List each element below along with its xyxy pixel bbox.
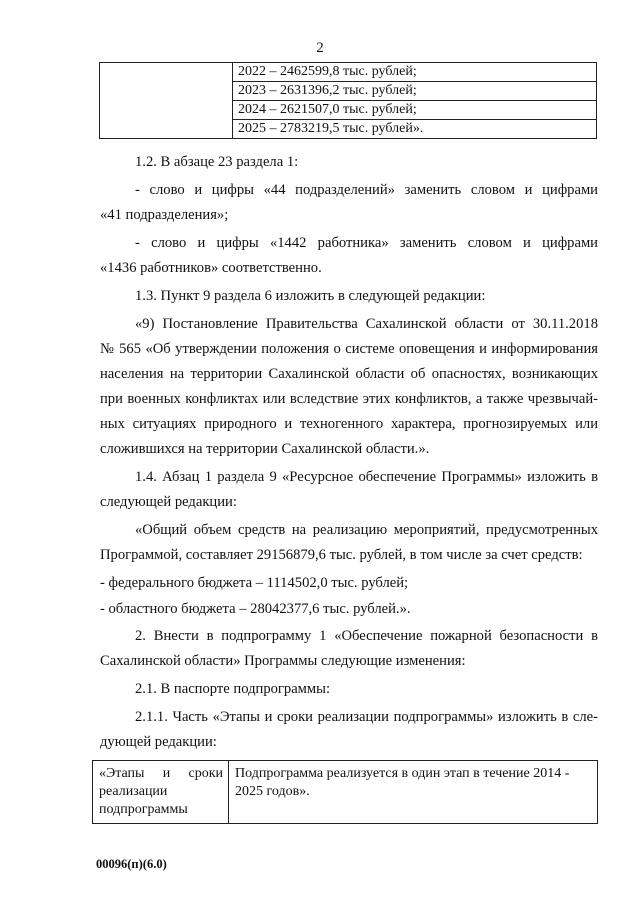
stages-label-line2: реализации [99, 784, 168, 799]
paragraph-federal-budget: - федерального бюджета – 1114502,0 тыс. рублей; [100, 575, 409, 591]
funding-line-2025: 2025 – 2783219,5 тыс. рублей». [238, 121, 424, 136]
page-number: 2 [316, 40, 324, 56]
paragraph-total-line1: «Общий объем средств на реализацию мероприятий, предусмотренных [135, 522, 598, 538]
paragraph-2-line1: 2. Внести в подпрограмму 1 «Обеспечение пожарной безопасности в [135, 628, 598, 644]
paragraph-word-1442-line1: - слово и цифры «1442 работника» заменить словом и цифрами [135, 235, 598, 251]
document-code: 00096(п)(6.0) [96, 857, 167, 871]
stages-label-cell [93, 761, 229, 824]
stages-label-line1: «Этапы и сроки [99, 766, 223, 781]
paragraph-1-2: 1.2. В абзаце 23 раздела 1: [135, 154, 299, 170]
stages-value-cell: Подпрограмма реализуется в один этап в течение 2014 - 2025 годов». [229, 761, 598, 824]
paragraph-regional-budget: - областного бюджета – 28042377,6 тыс. рублей.». [100, 601, 411, 617]
funding-table-label-cell [100, 63, 233, 139]
paragraph-word-44-line2: «41 подразделения»; [100, 207, 229, 223]
paragraph-1-4-line1: 1.4. Абзац 1 раздела 9 «Ресурсное обеспечение Программы» изложить в [135, 469, 598, 485]
funding-line-2022: 2022 – 2462599,8 тыс. рублей; [233, 63, 596, 82]
funding-line-2023: 2023 – 2631396,2 тыс. рублей; [233, 82, 596, 101]
stages-label-line3: подпрограммы [99, 802, 188, 817]
paragraph-item-9-line5: ных ситуациях природного и техногенного характера, прогнозируемых или [100, 416, 598, 432]
paragraph-item-9-line2: № 565 «Об утверждении положения о системе оповещения и информирования [100, 341, 598, 357]
paragraph-word-1442-line2: «1436 работников» соответственно. [100, 260, 322, 276]
stages-table [92, 760, 598, 824]
paragraph-2-1-1-line2: дующей редакции: [100, 734, 217, 750]
paragraph-item-9-line4: при военных конфликтах или вследствие этих конфликтов, а также чрезвычай- [100, 391, 598, 407]
paragraph-1-4-line2: следующей редакции: [100, 494, 237, 510]
paragraph-item-9-line3: населения на территории Сахалинской области об опасностях, возникающих [100, 366, 598, 382]
paragraph-item-9-line1: «9) Постановление Правительства Сахалинской области от 30.11.2018 [135, 316, 598, 332]
paragraph-1-3: 1.3. Пункт 9 раздела 6 изложить в следующей редакции: [135, 288, 486, 304]
paragraph-total-line2: Программой, составляет 29156879,6 тыс. рублей, в том числе за счет средств: [100, 547, 583, 563]
paragraph-2-line2: Сахалинской области» Программы следующие изменения: [100, 653, 466, 669]
funding-line-2024: 2024 – 2621507,0 тыс. рублей; [233, 101, 596, 120]
paragraph-2-1: 2.1. В паспорте подпрограммы: [135, 681, 331, 697]
paragraph-2-1-1-line1: 2.1.1. Часть «Этапы и сроки реализации подпрограммы» изложить в сле- [135, 709, 598, 725]
paragraph-word-44-line1: - слово и цифры «44 подразделений» заменить словом и цифрами [135, 182, 598, 198]
paragraph-item-9-line6: сложившихся на территории Сахалинской области.». [100, 441, 430, 457]
funding-table [99, 62, 597, 139]
funding-table-values-cell [233, 63, 597, 139]
